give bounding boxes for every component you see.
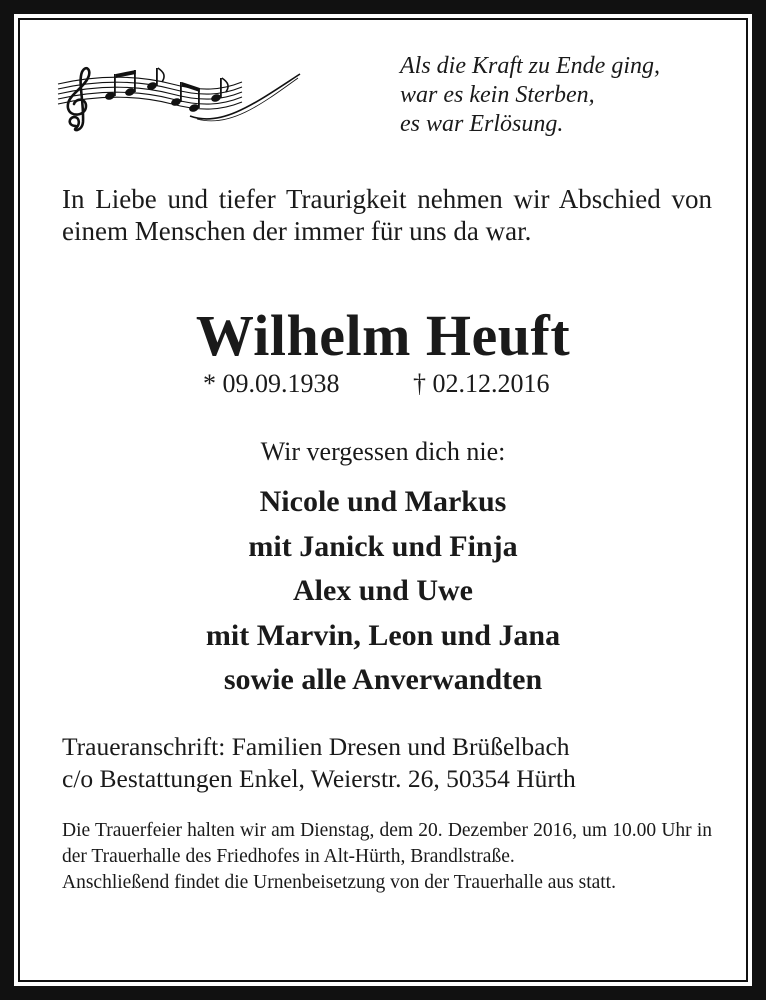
intro-text: In Liebe und tiefer Traurigkeit nehmen wir Abschied von einem Menschen der immer für uns da war.	[62, 184, 712, 246]
deceased-name: Wilhelm Heuft	[195, 303, 571, 368]
mourner-line: sowie alle Anverwandten	[223, 663, 543, 696]
death-date: † 02.12.2016	[413, 369, 550, 398]
mourner-line: mit Marvin, Leon und Jana	[205, 618, 561, 652]
remember-line: Wir vergessen dich nie:	[260, 437, 506, 466]
mourner-line: mit Janick und Finja	[248, 529, 518, 563]
mourning-address	[62, 731, 722, 795]
mourner-line: Alex und Uwe	[292, 574, 473, 607]
mourner-line: Nicole und Markus	[259, 485, 507, 518]
music-notes-icon	[52, 62, 304, 134]
burial-paragraph: Anschließend findet die Urnenbeisetzung von der Trauerhalle aus statt.	[62, 872, 616, 893]
address-line: Traueranschrift: Familien Dresen und Brüßelbach	[62, 732, 570, 761]
ceremony-paragraph: Die Trauerfeier halten wir am Dienstag, dem 20. Dezember 2016, um 10.00 Uhr in der Trauerhalle des Friedhofes in Alt-Hürth, Brandlstraße.	[62, 820, 712, 867]
birth-date: * 09.09.1938	[203, 369, 340, 398]
ceremony-info	[62, 818, 712, 896]
poem-verse	[400, 52, 730, 139]
poem-line: es war Erlösung.	[400, 111, 564, 137]
address-line: c/o Bestattungen Enkel, Weierstr. 26, 50354 Hürth	[62, 764, 576, 793]
poem-line: Als die Kraft zu Ende ging,	[400, 53, 660, 79]
mourners-list	[0, 480, 766, 703]
poem-line: war es kein Sterben,	[400, 82, 595, 108]
